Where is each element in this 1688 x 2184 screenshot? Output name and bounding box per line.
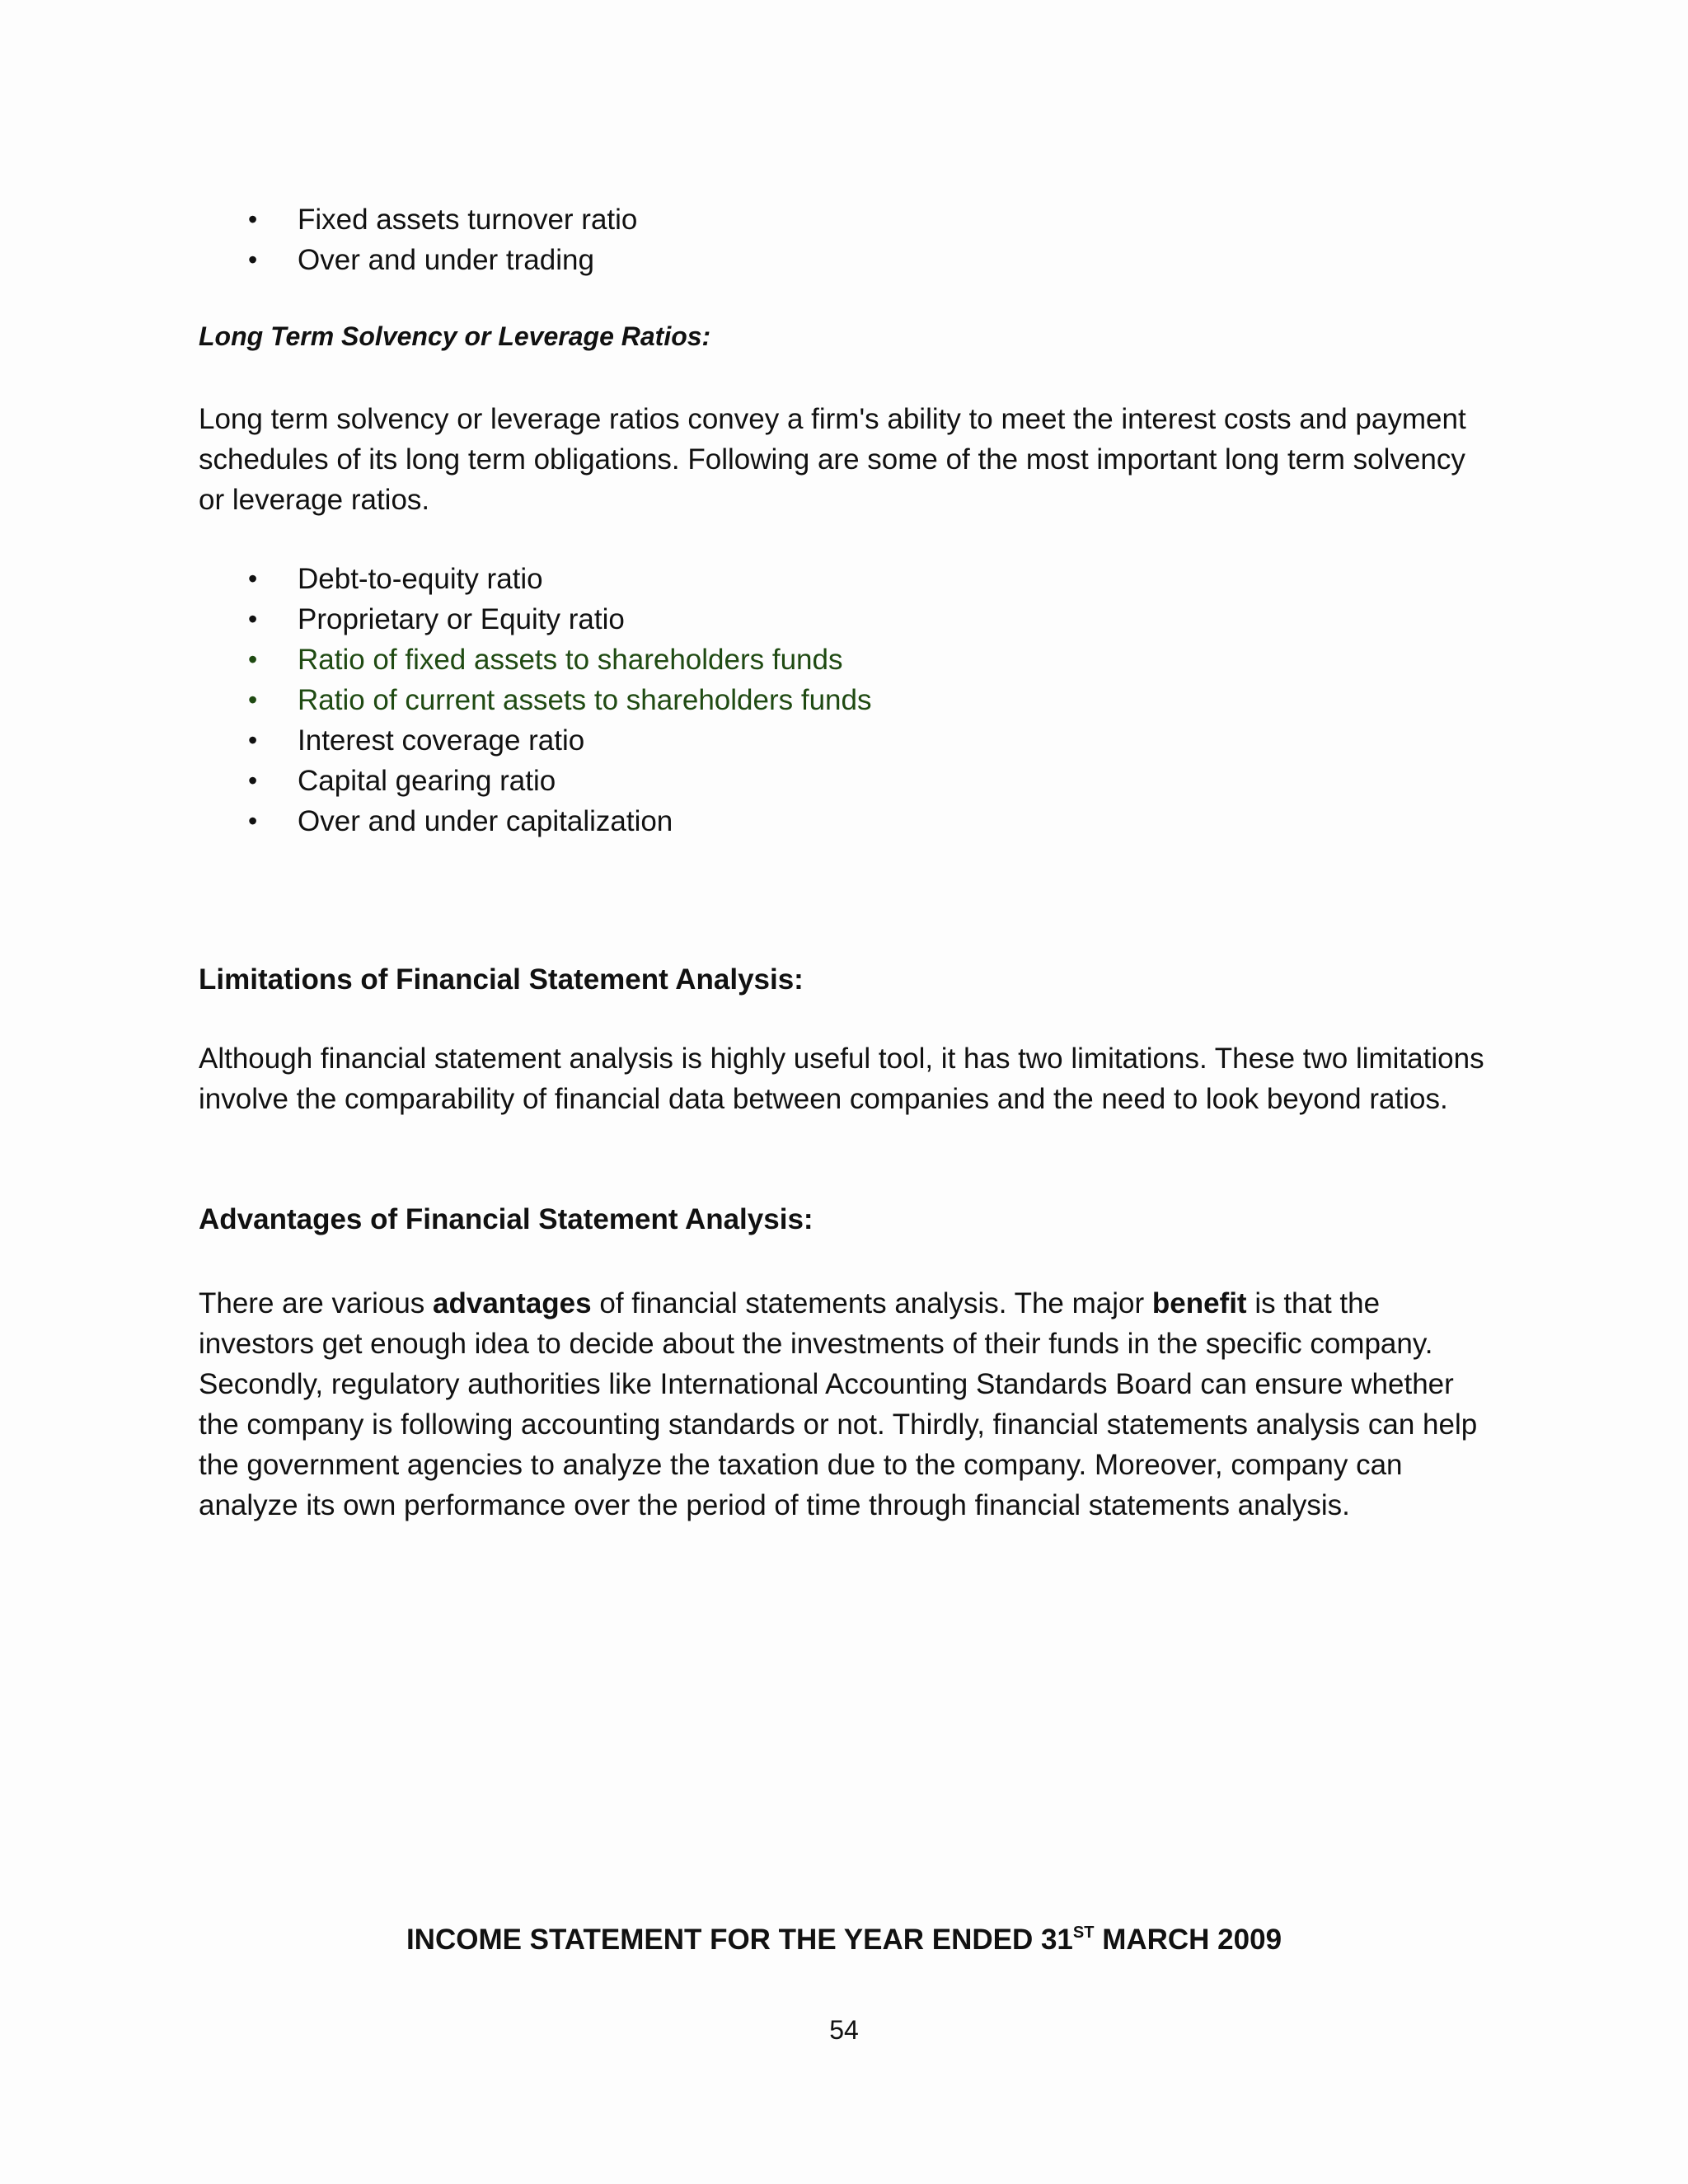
advantages-paragraph — [199, 1283, 1493, 1526]
list-item-label: Ratio of current assets to shareholders funds — [298, 684, 872, 716]
list-item-label: Capital gearing ratio — [298, 765, 556, 797]
list-item — [199, 199, 1493, 240]
bullet-icon: • — [248, 564, 258, 593]
list-item-label: Fixed assets turnover ratio — [298, 204, 638, 236]
advantages-paragraph-text — [199, 1283, 1493, 1526]
leverage-heading: Long Term Solvency or Leverage Ratios: — [199, 321, 711, 351]
list-item — [199, 240, 1493, 280]
list-item-label: Debt-to-equity ratio — [298, 563, 543, 595]
limitations-heading: Limitations of Financial Statement Analysis: — [199, 963, 804, 996]
list-item-label: Interest coverage ratio — [298, 724, 585, 757]
advantages-text-1: There are various — [199, 1287, 434, 1319]
bullet-icon: • — [248, 766, 258, 795]
bullet-icon: • — [248, 685, 258, 715]
list-item — [199, 720, 1493, 761]
list-item — [199, 761, 1493, 801]
bullet-icon: • — [248, 204, 258, 234]
list-item-label: Ratio of fixed assets to shareholders funds — [298, 644, 843, 676]
title-text-1: INCOME STATEMENT FOR THE YEAR ENDED 31 — [406, 1924, 1073, 1956]
leverage-bullet-list — [199, 559, 1493, 841]
title-text-2: MARCH 2009 — [1094, 1924, 1282, 1956]
advantages-heading: Advantages of Financial Statement Analysis: — [199, 1203, 814, 1235]
benefit-bold-word: benefit — [1151, 1287, 1247, 1319]
bullet-icon: • — [248, 725, 258, 755]
list-item-highlighted — [199, 680, 1493, 720]
bullet-icon: • — [248, 644, 258, 674]
bullet-icon: • — [248, 245, 258, 274]
leverage-paragraph-text: Long term solvency or leverage ratios convey a firm's ability to meet the interest costs and payment schedules of its long term obligations. Following are some of the most important long term solvency or leverage ratios. — [199, 403, 1466, 516]
list-item — [199, 599, 1493, 640]
limitations-paragraph — [199, 1038, 1493, 1119]
income-statement-title — [0, 1919, 1688, 1960]
limitations-paragraph-text: Although financial statement analysis is highly useful tool, it has two limitations. These two limitations involve the comparability of financial data between companies and the need to look beyond ratios. — [199, 1043, 1484, 1115]
list-item-label: Over and under capitalization — [298, 805, 673, 837]
list-item-highlighted — [199, 640, 1493, 680]
list-item-label: Over and under trading — [298, 244, 594, 276]
page-number: 54 — [829, 2015, 859, 2045]
bullet-icon: • — [248, 806, 258, 836]
list-item-label: Proprietary or Equity ratio — [298, 603, 625, 635]
advantages-bold-word: advantages — [433, 1287, 592, 1319]
bullet-icon: • — [248, 604, 258, 634]
advantages-text-2: of financial statements analysis. The major — [591, 1287, 1152, 1319]
list-item — [199, 559, 1493, 599]
leverage-paragraph — [199, 399, 1493, 520]
top-bullet-list — [199, 199, 1493, 280]
title-superscript: ST — [1072, 1924, 1095, 1942]
list-item — [199, 801, 1493, 841]
advantages-text-3: is that the investors get enough idea to decide about the investments of their funds in the specific company. Secondly, regulatory authorities like International Accounting Standards Board can ensure whether the company is following accounting standards or not. Thirdly, financial statements analysis can help the government agencies to analyze the taxation due to the company. Moreover, company can analyze its own performance over the period of time through financial statements analysis. — [199, 1287, 1478, 1521]
